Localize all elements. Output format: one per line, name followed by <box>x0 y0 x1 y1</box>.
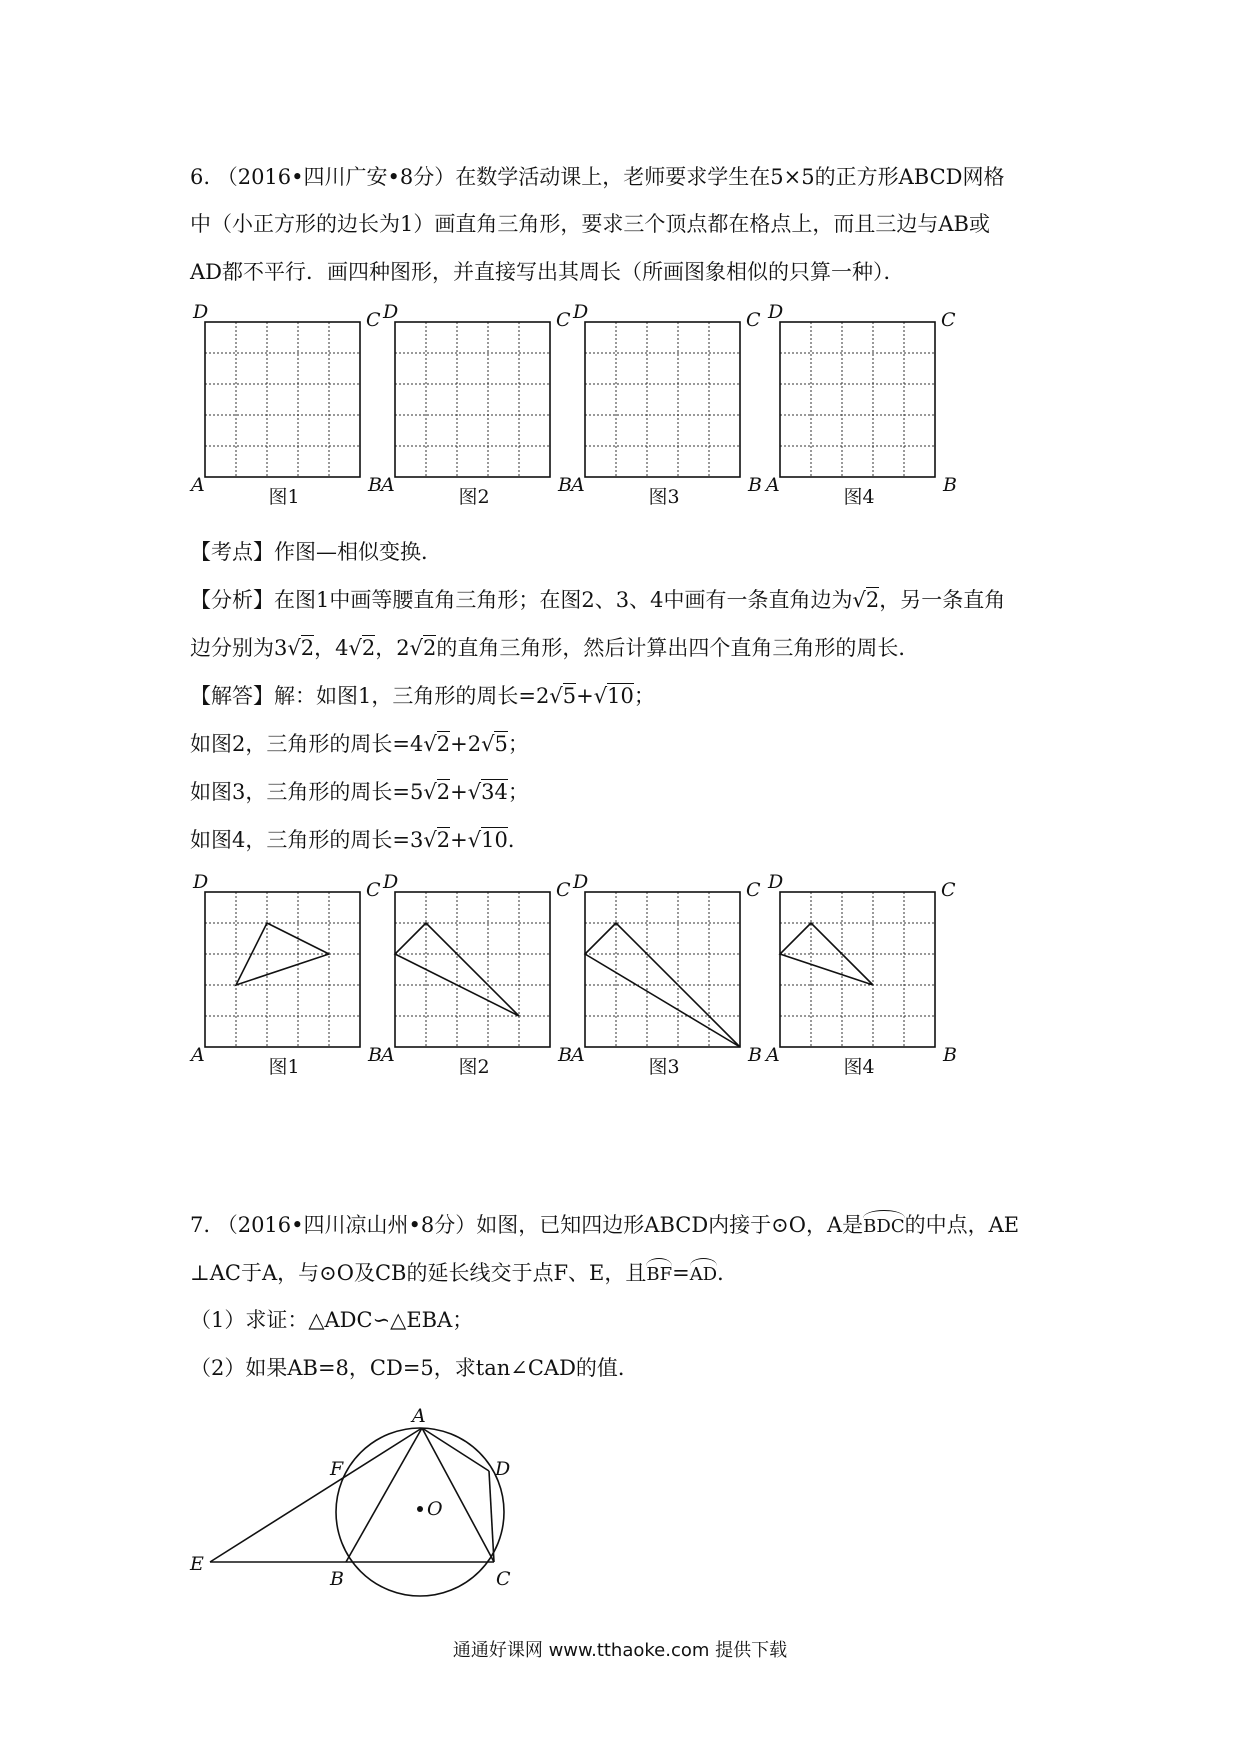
grid-figure-4 <box>764 301 957 508</box>
label-c: C <box>496 1568 511 1590</box>
answer-line-2 <box>190 730 529 758</box>
radicand: 2 <box>361 636 376 660</box>
radicand: 2 <box>436 828 451 852</box>
sqrt-sign: √ <box>423 828 437 852</box>
corner-label-c: C <box>366 879 381 901</box>
figure-caption: 图1 <box>268 1056 300 1078</box>
answer-text: 如图2，三角形的周长=4 <box>190 732 424 756</box>
sqrt-expression <box>852 586 879 614</box>
answer-text: ； <box>507 732 529 756</box>
grid-figure-1 <box>189 871 382 1078</box>
corner-label-a: A <box>571 474 585 496</box>
grid-figure-2 <box>379 301 572 508</box>
figure-caption: 图2 <box>458 486 490 508</box>
corner-label-a: A <box>571 1044 585 1066</box>
grid-border <box>585 322 740 477</box>
answer-text: ； <box>633 684 655 708</box>
p6-statement-line-3: AD都不平行．画四种图形，并直接写出其周长（所画图象相似的只算一种）． <box>190 260 905 284</box>
p7-text: 的中点，AE <box>904 1213 1020 1237</box>
sqrt-expression <box>594 682 634 710</box>
sqrt-sign: √ <box>467 828 482 852</box>
corner-label-b: B <box>558 1044 572 1066</box>
center-dot <box>417 1506 423 1512</box>
sqrt-sign: √ <box>287 636 301 660</box>
figure-caption: 图4 <box>843 486 875 508</box>
grid-border <box>780 322 935 477</box>
fenxi-text: 的直角三角形，然后计算出四个直角三角形的周长． <box>436 636 920 660</box>
answer-text: +2 <box>450 732 482 756</box>
radicand: 2 <box>436 732 451 756</box>
corner-label-d: D <box>193 301 209 323</box>
sqrt-expression <box>349 634 376 662</box>
label-b: B <box>330 1568 344 1590</box>
corner-label-b: B <box>943 474 957 496</box>
corner-label-a: A <box>191 1044 205 1066</box>
figure-caption: 图2 <box>458 1056 490 1078</box>
label-e: E <box>190 1553 204 1575</box>
p7-text: 7. （2016•四川凉山州•8分）如图，已知四边形ABCD内接于⊙O，A是 <box>190 1213 864 1237</box>
radicand: 2 <box>300 636 315 660</box>
grid-figure-1 <box>189 301 382 508</box>
sqrt-expression <box>423 826 450 854</box>
corner-label-d: D <box>573 871 589 893</box>
label-o: O <box>427 1498 443 1520</box>
corner-label-b: B <box>558 474 572 496</box>
sqrt-expression <box>287 634 314 662</box>
sqrt-sign: √ <box>409 636 424 660</box>
p6-statement-line-2: 中（小正方形的边长为1）画直角三角形，要求三个顶点都在格点上，而且三边与AB或 <box>190 212 990 236</box>
figure-caption: 图4 <box>843 1056 875 1078</box>
corner-label-d: D <box>768 871 784 893</box>
p7-text: = <box>672 1261 690 1285</box>
solution-grids-figure <box>0 870 1240 1100</box>
answer-line-3 <box>190 778 529 806</box>
label-f: F <box>330 1458 344 1480</box>
fenxi-text: ，4 <box>314 636 349 660</box>
arc-label: BF <box>646 1258 672 1289</box>
corner-label-c: C <box>556 309 571 331</box>
corner-label-b: B <box>368 474 382 496</box>
arc-label: BDC <box>863 1210 904 1241</box>
sqrt-expression <box>423 730 450 758</box>
corner-label-a: A <box>766 1044 780 1066</box>
radicand: 10 <box>481 828 508 852</box>
answer-text: + <box>450 828 468 852</box>
radicand: 5 <box>562 684 577 708</box>
corner-label-c: C <box>941 879 956 901</box>
answer-text: ； <box>507 780 529 804</box>
sqrt-expression <box>410 634 437 662</box>
grid-figure-2 <box>379 871 572 1078</box>
arc-label: AD <box>690 1258 717 1289</box>
kaodian-line: 【考点】作图—相似变换． <box>190 540 442 564</box>
grid-border <box>205 322 360 477</box>
sqrt-sign: √ <box>852 588 866 612</box>
corner-label-a: A <box>381 474 395 496</box>
radicand: 2 <box>865 588 880 612</box>
grid-figure-3 <box>569 301 762 508</box>
fenxi-line-2 <box>190 634 919 662</box>
circle-geometry-figure <box>0 1400 1240 1600</box>
p7-text: ⊥AC于A，与⊙O及CB的延长线交于点F、E，且 <box>190 1261 647 1285</box>
fenxi-text: 【分析】在图1中画等腰直角三角形；在图2、3、4中画有一条直角边为 <box>190 588 853 612</box>
radicand: 10 <box>607 684 634 708</box>
label-a: A <box>412 1405 426 1427</box>
corner-label-b: B <box>943 1044 957 1066</box>
figure-caption: 图1 <box>268 486 300 508</box>
sqrt-expression <box>468 778 508 806</box>
corner-label-d: D <box>383 871 399 893</box>
sqrt-expression <box>423 778 450 806</box>
grid-figure-3 <box>569 871 762 1078</box>
answer-line-4 <box>190 826 529 854</box>
answer-line-1 <box>190 682 655 710</box>
p6-statement-line-1: 6. （2016•四川广安•8分）在数学活动课上，老师要求学生在5×5的正方形ABCD网格 <box>190 165 1005 189</box>
corner-label-a: A <box>766 474 780 496</box>
blank-grids-figure <box>0 300 1240 530</box>
fenxi-text: ，另一条直角 <box>879 588 1006 612</box>
answer-text: 如图4，三角形的周长=3 <box>190 828 424 852</box>
answer-text: + <box>576 684 594 708</box>
page-footer: 通通好课网 www.tthaoke.com 提供下载 <box>452 1640 788 1661</box>
corner-label-a: A <box>381 1044 395 1066</box>
grid-border <box>395 322 550 477</box>
sqrt-sign: √ <box>423 780 437 804</box>
answer-text: 【解答】解：如图1，三角形的周长=2 <box>190 684 550 708</box>
answer-text: ． <box>507 828 529 852</box>
fenxi-text: 边分别为3 <box>190 636 288 660</box>
corner-label-c: C <box>746 879 761 901</box>
corner-label-b: B <box>368 1044 382 1066</box>
figure-caption: 图3 <box>648 1056 680 1078</box>
corner-label-c: C <box>941 309 956 331</box>
grid-figure-4 <box>764 871 957 1078</box>
p7-question-2: （2）如果AB=8，CD=5，求tan∠CAD的值． <box>190 1356 639 1380</box>
corner-label-d: D <box>383 301 399 323</box>
answer-text: + <box>450 780 468 804</box>
corner-label-b: B <box>748 474 762 496</box>
sqrt-sign: √ <box>593 684 608 708</box>
radicand: 34 <box>481 780 508 804</box>
answer-text: 如图3，三角形的周长=5 <box>190 780 424 804</box>
radicand: 5 <box>494 732 508 756</box>
corner-label-d: D <box>768 301 784 323</box>
corner-label-a: A <box>191 474 205 496</box>
corner-label-d: D <box>193 871 209 893</box>
sqrt-sign: √ <box>467 780 482 804</box>
figure-lines <box>210 1428 494 1562</box>
radicand: 2 <box>423 636 437 660</box>
fenxi-text: ，2 <box>375 636 410 660</box>
sqrt-sign: √ <box>481 732 495 756</box>
corner-label-c: C <box>746 309 761 331</box>
p7-question-1: （1）求证：△ADC∽△EBA； <box>190 1308 474 1332</box>
fenxi-line-1 <box>190 586 1005 614</box>
sqrt-expression <box>549 682 576 710</box>
radicand: 2 <box>436 780 451 804</box>
corner-label-c: C <box>366 309 381 331</box>
corner-label-d: D <box>573 301 589 323</box>
p7-line-2 <box>190 1258 738 1289</box>
sqrt-sign: √ <box>348 636 362 660</box>
p7-text: ． <box>717 1261 739 1285</box>
p7-line-1 <box>190 1210 1019 1241</box>
sqrt-sign: √ <box>423 732 437 756</box>
sqrt-expression <box>481 730 508 758</box>
sqrt-sign: √ <box>549 684 563 708</box>
corner-label-b: B <box>748 1044 762 1066</box>
corner-label-c: C <box>556 879 571 901</box>
label-d: D <box>495 1458 511 1480</box>
figure-caption: 图3 <box>648 486 680 508</box>
sqrt-expression <box>468 826 508 854</box>
